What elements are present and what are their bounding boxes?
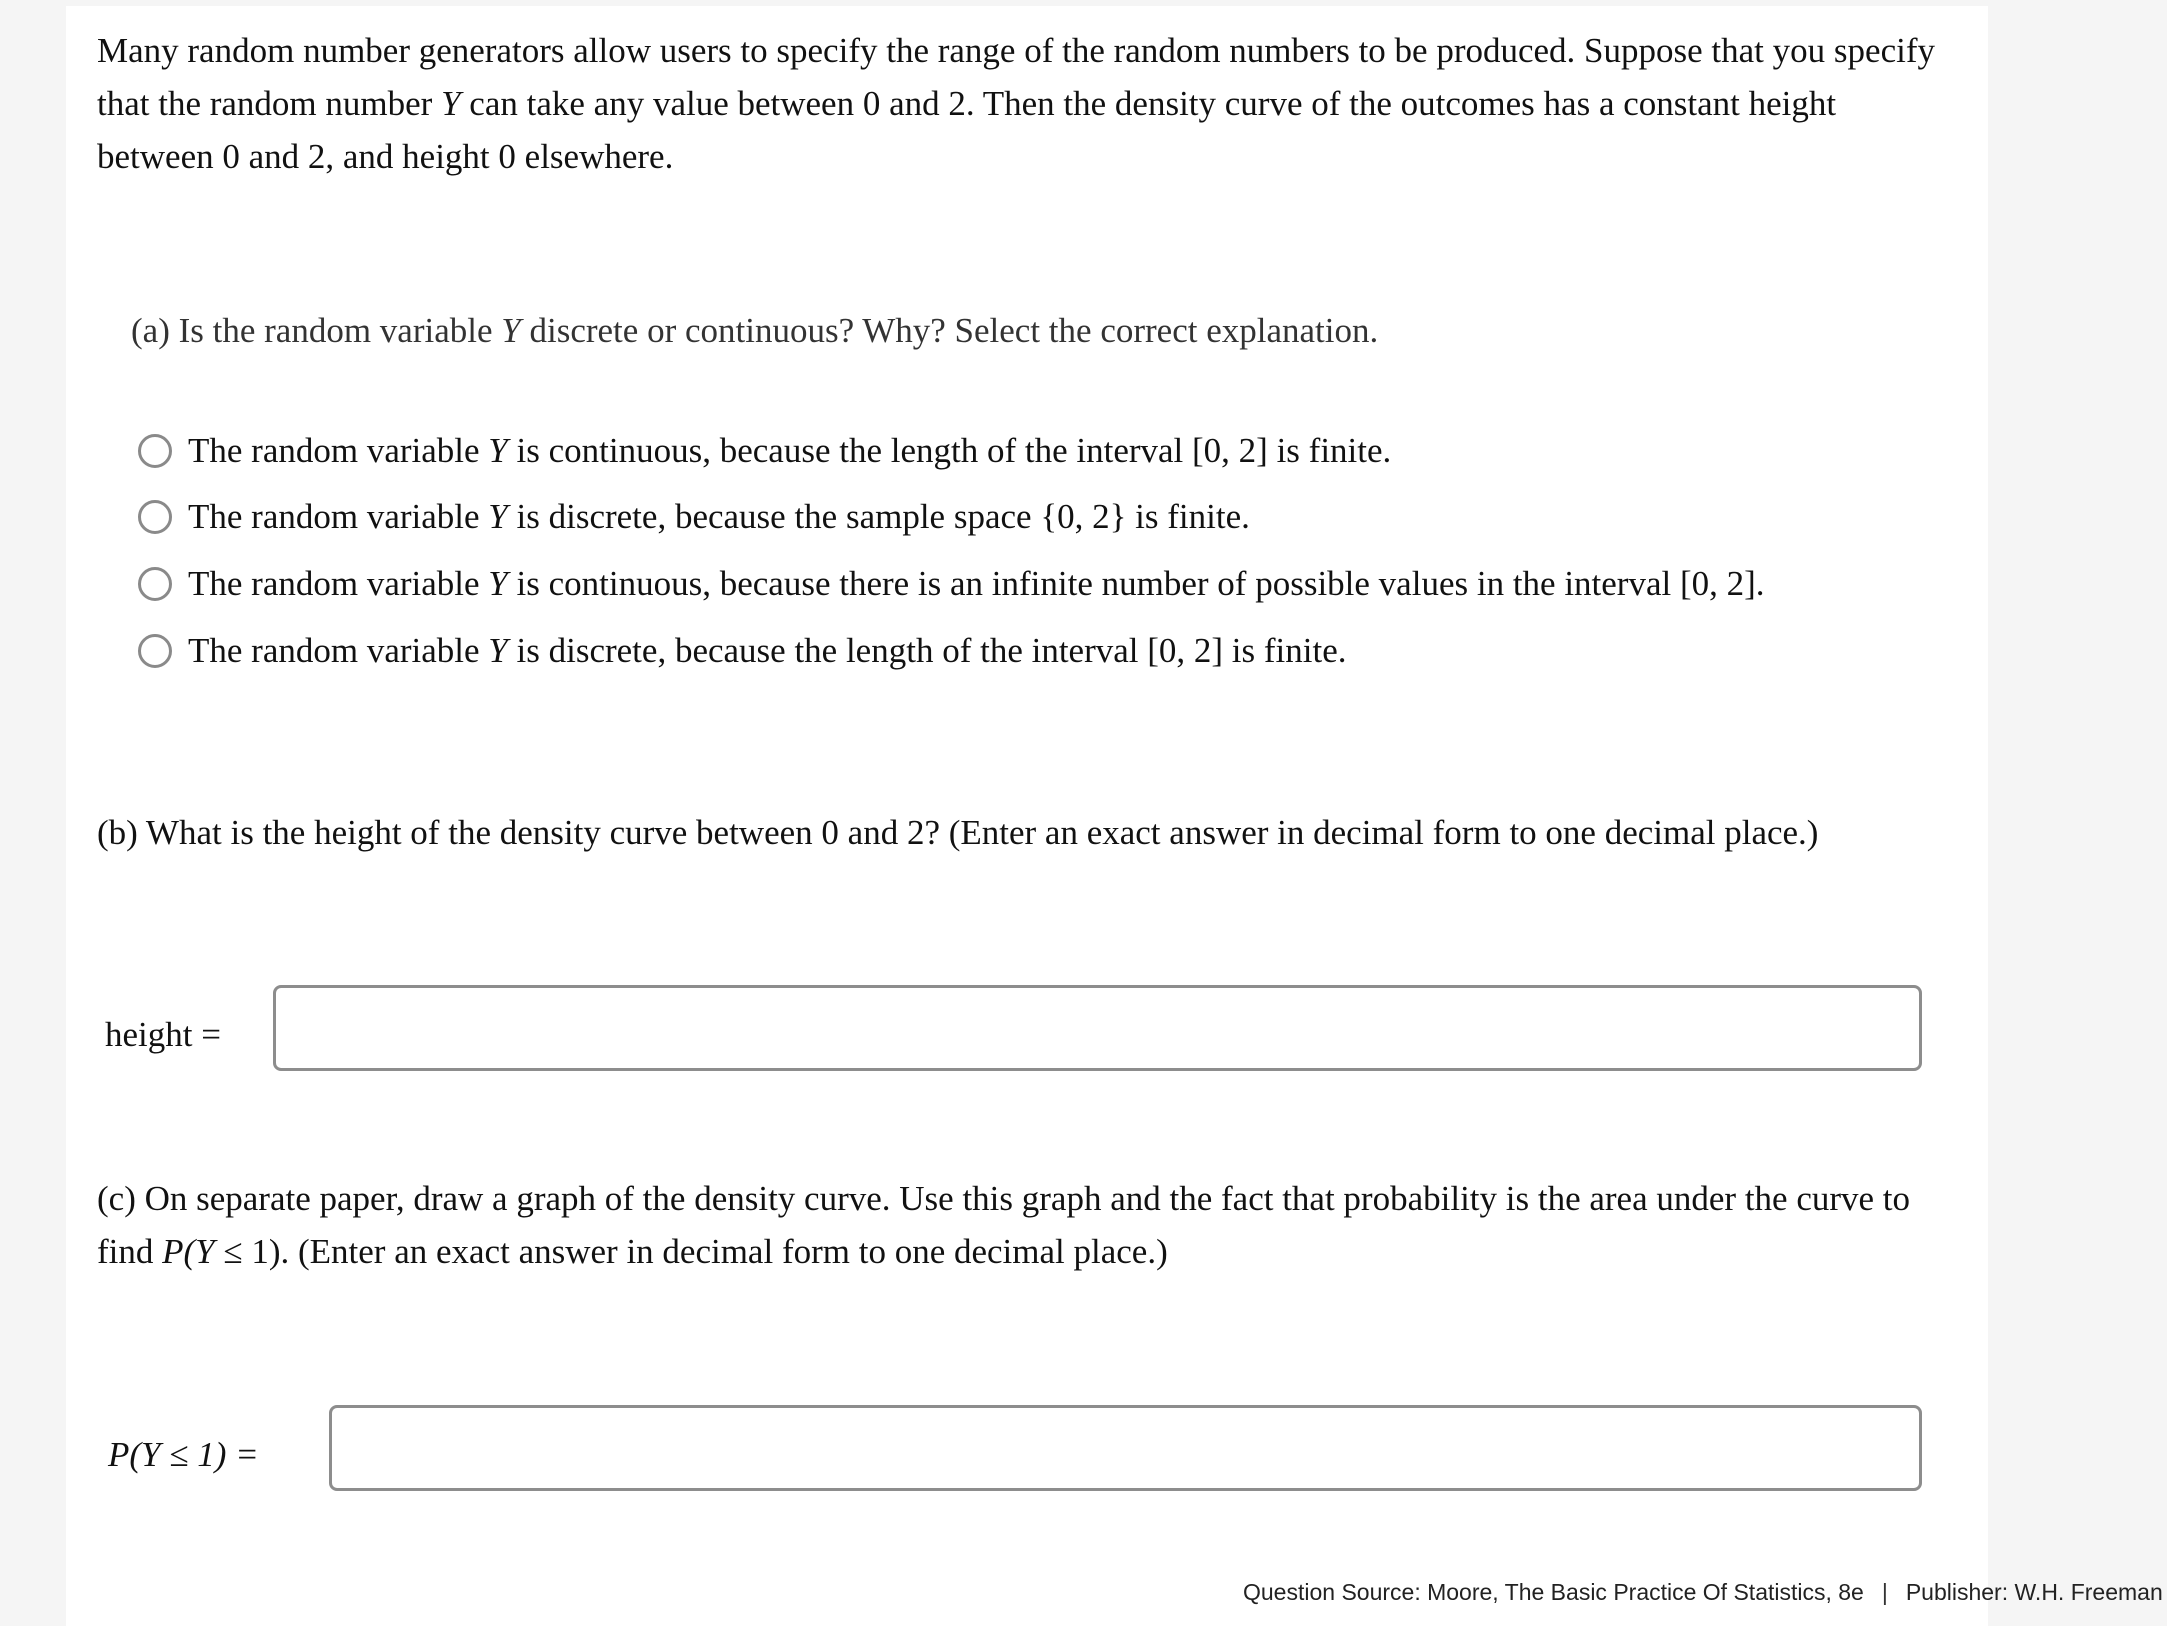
option-label[interactable]: The random variable Y is discrete, because the length of the interval [0, 2] is finite. (188, 631, 1347, 670)
publisher-text: Publisher: W.H. Freeman (1905, 1579, 2163, 1605)
probability-answer-input[interactable] (329, 1405, 1922, 1491)
height-answer-input[interactable] (273, 985, 1922, 1071)
radio-button[interactable] (138, 434, 172, 468)
part-b-question: (b) What is the height of the density curve between 0 and 2? (Enter an exact answer in decimal form to one decimal place.) (97, 813, 1819, 852)
radio-button[interactable] (138, 634, 172, 668)
problem-intro: Many random number generators allow users to specify the range of the random numbers to be produced. Suppose that you specify that the random number Y can take any value between 0 and 2. Then the density curve of the outcomes has a constant height between 0 and 2, and height 0 elsewhere. (97, 31, 1935, 176)
part-a-question: (a) Is the random variable Y discrete or continuous? Why? Select the correct explanation. (131, 311, 1379, 350)
probability-label: P(Y ≤ 1) = (108, 1435, 259, 1474)
option-a2[interactable] (138, 490, 1250, 543)
radio-button[interactable] (138, 567, 172, 601)
option-a4[interactable] (138, 624, 1347, 677)
radio-button[interactable] (138, 500, 172, 534)
footer-separator: | (1881, 1579, 1888, 1605)
option-a3[interactable] (138, 557, 1765, 610)
option-a1[interactable] (138, 424, 1391, 477)
option-label[interactable]: The random variable Y is continuous, because the length of the interval [0, 2] is finite. (188, 431, 1392, 470)
option-label[interactable]: The random variable Y is discrete, because the sample space {0, 2} is finite. (188, 497, 1250, 536)
height-label: height = (105, 1015, 221, 1054)
part-c-question: (c) On separate paper, draw a graph of the density curve. Use this graph and the fact that probability is the area under the curve to find P(Y ≤ 1). (Enter an exact answer in decimal form to one decimal place.) (97, 1179, 1911, 1271)
option-label[interactable]: The random variable Y is continuous, because there is an infinite number of possible values in the interval [0, 2]. (188, 564, 1765, 603)
question-source-footer (1243, 1577, 2163, 1607)
source-text: Question Source: Moore, The Basic Practice Of Statistics, 8e (1243, 1579, 1864, 1605)
